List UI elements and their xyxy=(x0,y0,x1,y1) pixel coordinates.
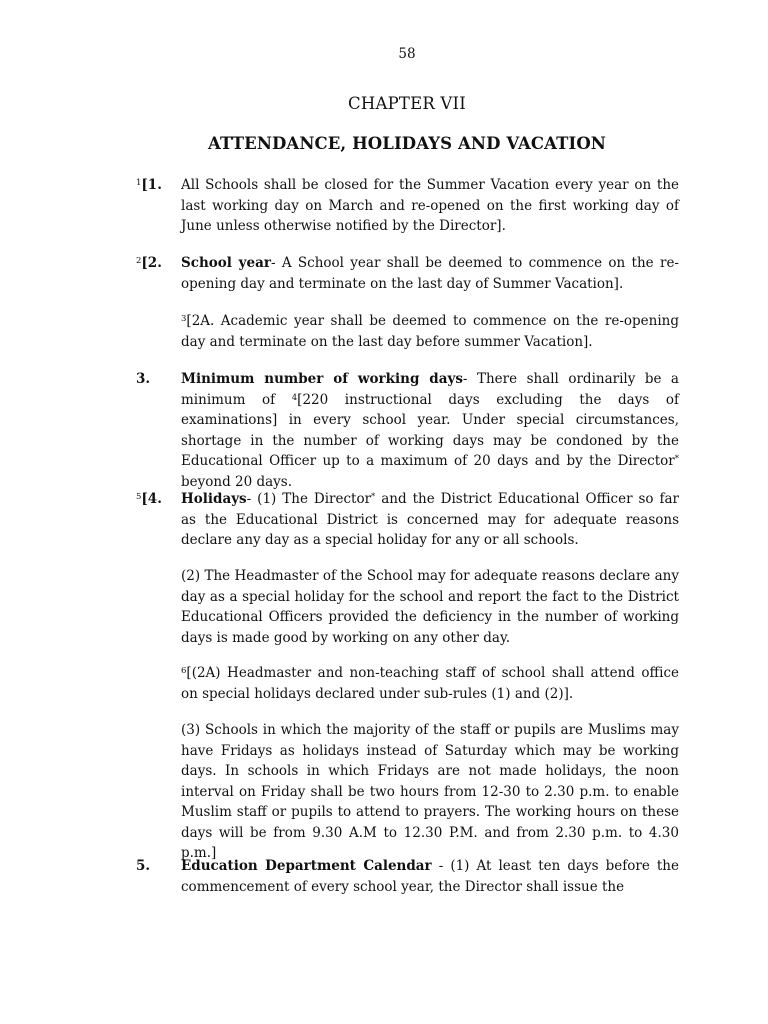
rule-5-number: 5. xyxy=(136,858,151,874)
rule-2 xyxy=(136,253,679,294)
rule-4-number: $^5$[4. xyxy=(136,491,162,507)
rule-3 xyxy=(136,369,679,492)
chapter-heading: CHAPTER VII xyxy=(348,94,466,113)
rule-4-heading: Holidays xyxy=(181,491,247,507)
page-number: 58 xyxy=(398,46,416,62)
rule-2a-text: $^3$[2A. Academic year shall be deemed to commence on the re-opening day and terminate on the last day before summer Vacation]. xyxy=(181,313,679,350)
rule-5 xyxy=(136,856,679,897)
rule-4-2a-text: $^6$[(2A) Headmaster and non-teaching staff of school shall attend office on special holidays declared under sub-rules (1) and (2)]. xyxy=(181,665,679,702)
rule-3-number: 3. xyxy=(136,371,151,387)
rule-3-text: Minimum number of working days- There shall ordinarily be a minimum of $^4$[220 instructional days excluding the days of examinations] in every school year. Under special circumstances, shortage in the number of working days may be condoned by the Educational Officer up to a maximum of 20 days and by the Director* beyond 20 days. xyxy=(181,371,679,490)
rule-3-heading: Minimum number of working days xyxy=(181,371,463,387)
rule-1-number: $^1$[1. xyxy=(136,177,162,193)
rule-2-text: School year- A School year shall be deemed to commence on the re-opening day and terminate on the last day of Summer Vacation]. xyxy=(181,255,679,292)
rule-5-text: Education Department Calendar - (1) At least ten days before the commencement of every school year, the Director shall issue the xyxy=(181,858,679,895)
page-title: ATTENDANCE, HOLIDAYS AND VACATION xyxy=(208,134,606,153)
rule-4-3-text: (3) Schools in which the majority of the staff or pupils are Muslims may have Fridays as holidays instead of Saturday which may be working days. In schools in which Fridays are not made holidays, the noon interval on Friday shall be two hours from 12-30 to 2.30 p.m. to enable Muslim staff or pupils to attend to prayers. The working hours on these days will be from 9.30 A.M to 12.30 P.M. and from 2.30 p.m. to 4.30 p.m.] xyxy=(181,722,679,861)
rule-4-2-text: (2) The Headmaster of the School may for adequate reasons declare any day as a special holiday for the school and report the fact to the District Educational Officers provided the deficiency in the number of working days is made good by working on any other day. xyxy=(181,568,679,646)
rule-1 xyxy=(136,175,679,237)
rule-5-heading: Education Department Calendar xyxy=(181,858,432,874)
rule-1-text: All Schools shall be closed for the Summer Vacation every year on the last working day on March and re-opened on the first working day of June unless otherwise notified by the Director]. xyxy=(181,177,679,234)
rule-2-heading: School year xyxy=(181,255,271,271)
rule-2-number: $^2$[2. xyxy=(136,255,162,271)
rule-4-text: Holidays- (1) The Director* and the District Educational Officer so far as the Educational District is concerned may for adequate reasons declare any day as a special holiday for any or all schools. xyxy=(181,491,679,548)
rule-4 xyxy=(136,489,679,551)
